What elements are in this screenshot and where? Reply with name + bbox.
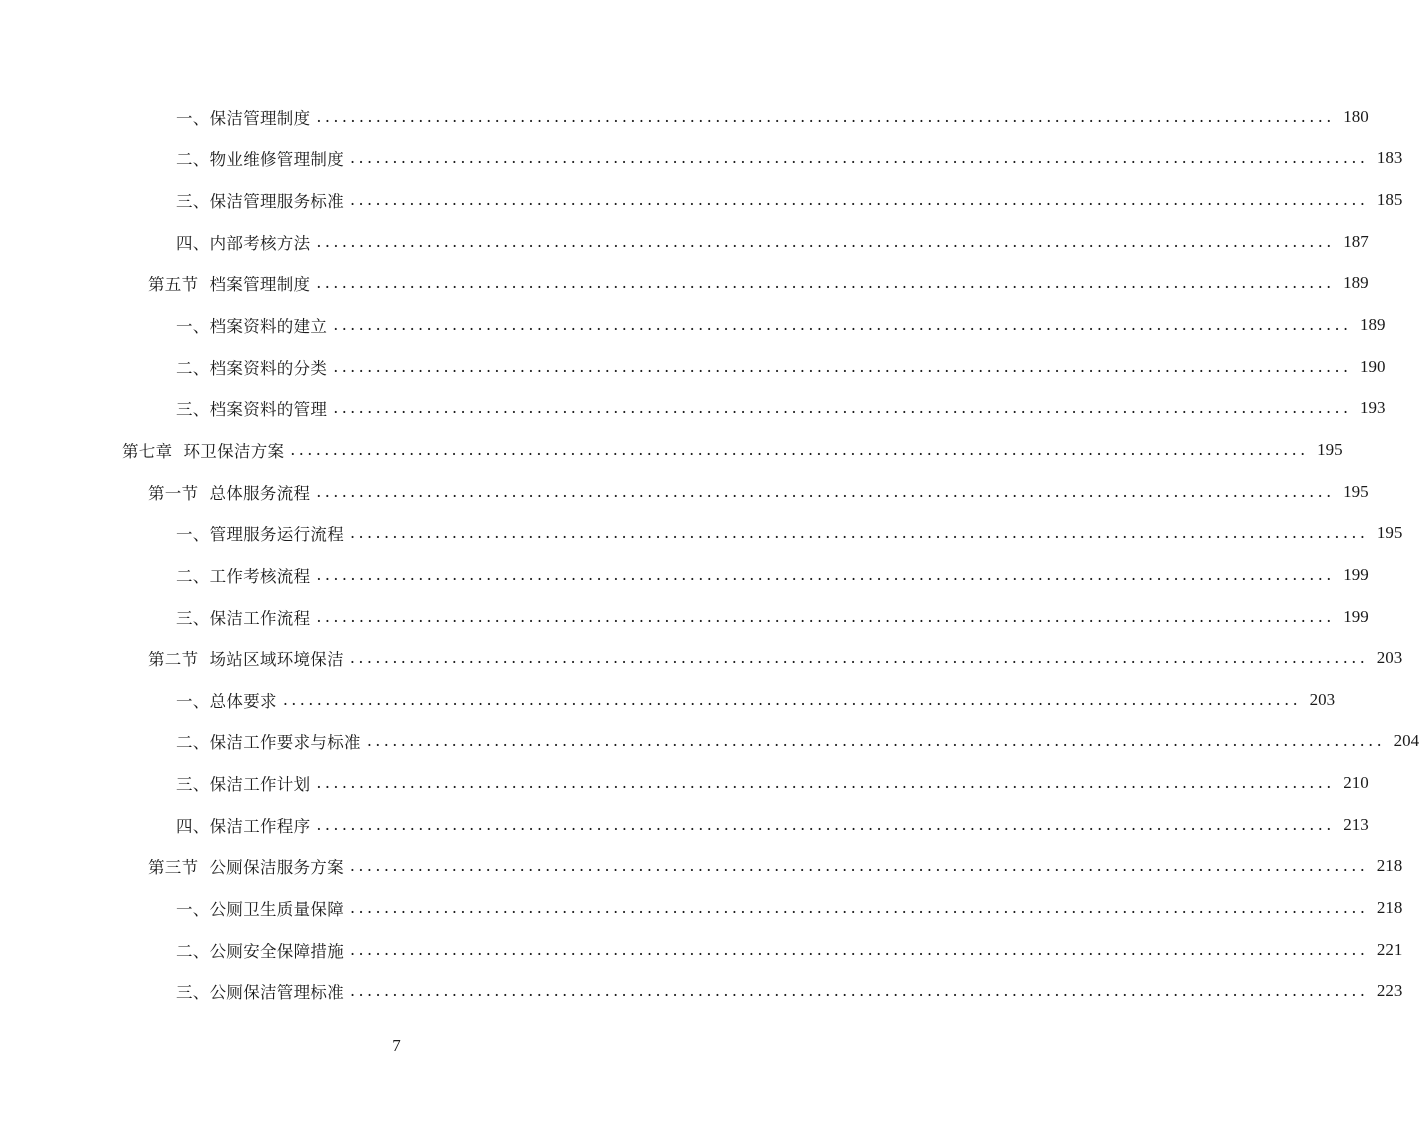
toc-entry-inner bbox=[176, 896, 1403, 920]
toc-dot-leader: ........................................................................................................................ bbox=[333, 398, 1352, 418]
toc-entry-title: 二、保洁工作要求与标准 bbox=[176, 733, 361, 753]
toc-dot-leader: ........................................................................................................................ bbox=[290, 439, 1309, 459]
toc-entry-page-number: 193 bbox=[1360, 398, 1386, 418]
toc-entry-inner bbox=[176, 729, 1419, 753]
toc-entry-title: 二、公厕安全保障措施 bbox=[176, 941, 344, 961]
toc-dot-leader: ........................................................................................................................ bbox=[366, 731, 1386, 751]
toc-entry-inner bbox=[176, 188, 1403, 212]
toc-entry-title: 三、保洁管理服务标准 bbox=[176, 192, 344, 212]
toc-dot-leader: ........................................................................................................................ bbox=[350, 981, 1369, 1001]
toc-entry-page-number: 203 bbox=[1309, 689, 1336, 709]
toc-entry-page-number: 204 bbox=[1393, 731, 1419, 751]
toc-dot-leader: ........................................................................................................................ bbox=[316, 231, 1335, 251]
toc-dot-leader: ........................................................................................................................ bbox=[316, 606, 1335, 626]
toc-entry-page-number: 199 bbox=[1343, 564, 1369, 584]
toc-entry[interactable] bbox=[0, 804, 1369, 846]
toc-entry-page-number: 223 bbox=[1376, 981, 1403, 1001]
toc-entry-title: 一、总体要求 bbox=[176, 691, 277, 711]
toc-entry-page-number: 189 bbox=[1360, 315, 1386, 335]
toc-entry-inner bbox=[176, 688, 1336, 712]
toc-entry-page-number: 183 bbox=[1376, 148, 1403, 168]
toc-dot-leader: ........................................................................................................................ bbox=[316, 773, 1335, 793]
toc-entry-page-number: 187 bbox=[1343, 231, 1369, 251]
toc-entry-title: 一、保洁管理制度 bbox=[176, 108, 311, 128]
toc-entry-inner bbox=[176, 563, 1369, 587]
toc-dot-leader: ........................................................................................................................ bbox=[316, 273, 1335, 293]
toc-entry-title: 第二节 场站区域环境保洁 bbox=[148, 650, 344, 670]
toc-entry-title: 四、内部考核方法 bbox=[176, 233, 311, 253]
toc-entry-title: 第五节 档案管理制度 bbox=[148, 275, 311, 295]
toc-entry-title: 第三节 公厕保洁服务方案 bbox=[148, 858, 344, 878]
toc-entry-inner bbox=[176, 105, 1369, 129]
toc-dot-leader: ........................................................................................................................ bbox=[350, 190, 1369, 210]
toc-entry[interactable] bbox=[0, 762, 1369, 804]
toc-entry-inner bbox=[176, 521, 1403, 545]
toc-entry[interactable] bbox=[0, 429, 1343, 471]
toc-entry[interactable] bbox=[0, 929, 1403, 971]
toc-entry-inner bbox=[176, 938, 1403, 962]
toc-entry-page-number: 195 bbox=[1376, 523, 1403, 543]
toc-entry[interactable] bbox=[0, 512, 1403, 554]
toc-dot-leader: ........................................................................................................................ bbox=[350, 897, 1369, 917]
toc-dot-leader: ........................................................................................................................ bbox=[349, 856, 1369, 876]
toc-entry-title: 四、保洁工作程序 bbox=[176, 816, 311, 836]
toc-dot-leader: ........................................................................................................................ bbox=[282, 689, 1302, 709]
toc-dot-leader: ........................................................................................................................ bbox=[316, 564, 1335, 584]
toc-entry[interactable] bbox=[0, 387, 1386, 429]
toc-entry[interactable] bbox=[0, 596, 1369, 638]
toc-entry[interactable] bbox=[0, 970, 1403, 1012]
toc-dot-leader: ........................................................................................................................ bbox=[316, 106, 1335, 126]
toc-entry-page-number: 210 bbox=[1343, 773, 1369, 793]
toc-entry-page-number: 213 bbox=[1343, 814, 1369, 834]
toc-entry[interactable] bbox=[0, 179, 1403, 221]
toc-entry-inner bbox=[122, 438, 1343, 462]
toc-entry[interactable] bbox=[0, 263, 1369, 305]
toc-entry-title: 二、档案资料的分类 bbox=[176, 358, 328, 378]
toc-entry-page-number: 199 bbox=[1343, 606, 1369, 626]
toc-dot-leader: ........................................................................................................................ bbox=[316, 814, 1335, 834]
toc-entry-inner bbox=[176, 605, 1369, 629]
toc-entry-inner bbox=[176, 979, 1403, 1003]
toc-entry-inner bbox=[176, 771, 1369, 795]
toc-entry-page-number: 189 bbox=[1343, 273, 1369, 293]
toc-entry-inner bbox=[176, 396, 1386, 420]
toc-dot-leader: ........................................................................................................................ bbox=[333, 315, 1352, 335]
toc-entry-inner bbox=[148, 480, 1369, 504]
table-of-contents bbox=[0, 96, 1419, 1012]
toc-entry-title: 第七章 环卫保洁方案 bbox=[122, 441, 285, 461]
toc-entry-page-number: 190 bbox=[1360, 356, 1386, 376]
toc-entry-page-number: 185 bbox=[1376, 190, 1403, 210]
toc-entry[interactable] bbox=[0, 304, 1386, 346]
toc-entry-title: 三、公厕保洁管理标准 bbox=[176, 983, 344, 1003]
toc-dot-leader: ........................................................................................................................ bbox=[350, 523, 1369, 543]
toc-dot-leader: ........................................................................................................................ bbox=[349, 648, 1369, 668]
toc-entry-page-number: 221 bbox=[1376, 939, 1403, 959]
toc-entry[interactable] bbox=[0, 887, 1403, 929]
toc-entry-page-number: 203 bbox=[1376, 648, 1403, 668]
toc-entry-title: 二、物业维修管理制度 bbox=[176, 150, 344, 170]
toc-dot-leader: ........................................................................................................................ bbox=[350, 148, 1369, 168]
toc-entry[interactable] bbox=[0, 96, 1369, 138]
toc-entry[interactable] bbox=[0, 554, 1369, 596]
toc-entry-title: 三、档案资料的管理 bbox=[176, 400, 328, 420]
toc-entry[interactable] bbox=[0, 679, 1336, 721]
toc-entry-title: 一、公厕卫生质量保障 bbox=[176, 899, 344, 919]
toc-dot-leader: ........................................................................................................................ bbox=[333, 356, 1352, 376]
toc-entry-title: 三、保洁工作流程 bbox=[176, 608, 311, 628]
toc-entry[interactable] bbox=[0, 138, 1403, 180]
toc-entry-title: 二、工作考核流程 bbox=[176, 566, 311, 586]
toc-entry-inner bbox=[148, 271, 1369, 295]
toc-entry[interactable] bbox=[0, 721, 1419, 763]
toc-entry-page-number: 195 bbox=[1343, 481, 1369, 501]
toc-entry-inner bbox=[176, 355, 1386, 379]
toc-dot-leader: ........................................................................................................................ bbox=[350, 939, 1369, 959]
toc-dot-leader: ........................................................................................................................ bbox=[316, 481, 1335, 501]
toc-entry[interactable] bbox=[0, 221, 1369, 263]
toc-entry-inner bbox=[176, 313, 1386, 337]
toc-entry[interactable] bbox=[0, 637, 1403, 679]
toc-entry-title: 三、保洁工作计划 bbox=[176, 775, 311, 795]
toc-entry-inner bbox=[148, 646, 1403, 670]
toc-entry-title: 一、档案资料的建立 bbox=[176, 317, 328, 337]
toc-entry-page-number: 180 bbox=[1343, 106, 1369, 126]
toc-entry-page-number: 218 bbox=[1376, 897, 1403, 917]
toc-entry[interactable] bbox=[0, 471, 1369, 513]
toc-entry-inner bbox=[176, 146, 1403, 170]
toc-entry[interactable] bbox=[0, 846, 1403, 888]
toc-entry-page-number: 218 bbox=[1376, 856, 1403, 876]
toc-entry[interactable] bbox=[0, 346, 1386, 388]
toc-entry-title: 一、管理服务运行流程 bbox=[176, 525, 344, 545]
toc-entry-title: 第一节 总体服务流程 bbox=[148, 483, 311, 503]
toc-entry-inner bbox=[148, 854, 1403, 878]
page-number: 7 bbox=[392, 1036, 401, 1055]
toc-entry-inner bbox=[176, 813, 1369, 837]
toc-entry-inner bbox=[176, 230, 1369, 254]
toc-entry-page-number: 195 bbox=[1317, 439, 1343, 459]
